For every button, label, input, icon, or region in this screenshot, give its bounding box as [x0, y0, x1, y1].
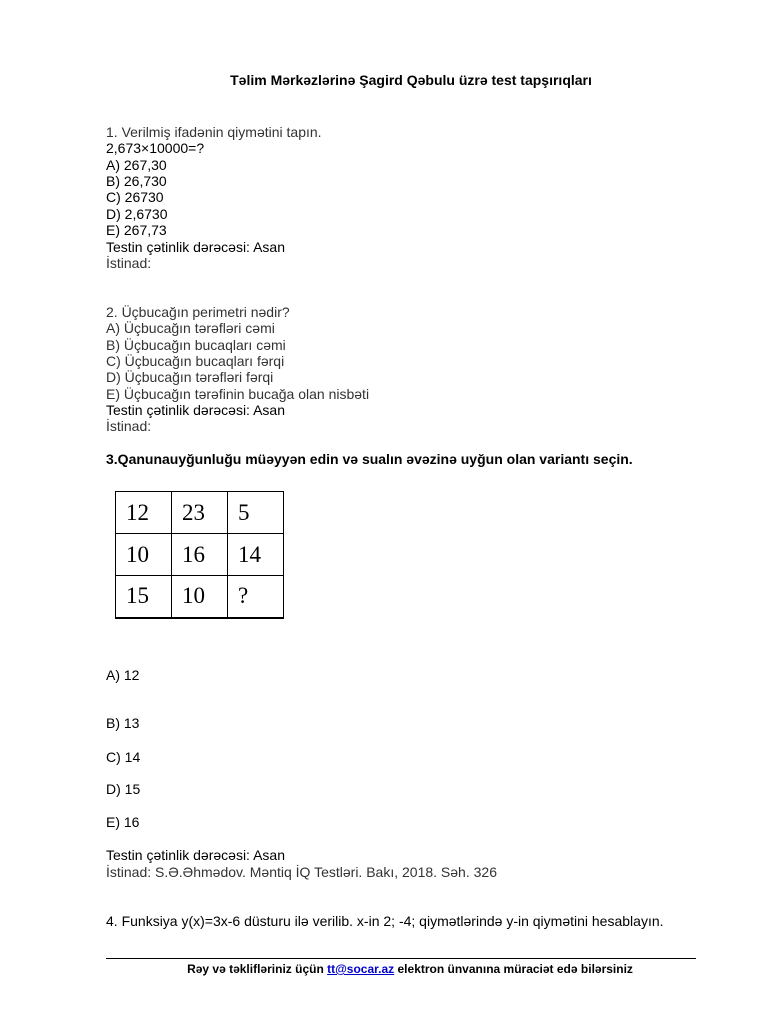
grid-cell: 23 [172, 492, 228, 534]
grid-row [116, 534, 284, 576]
q1-option-c: C) 26730 [106, 189, 164, 205]
q2-source: İstinad: [106, 418, 152, 434]
q2-option-d: D) Üçbucağın tərəfləri fərqi [106, 369, 274, 385]
q1-option-e: E) 267,73 [106, 222, 167, 238]
grid-cell: 12 [116, 492, 172, 534]
q3-option-e: E) 16 [106, 814, 140, 830]
q3-option-b: B) 13 [106, 715, 140, 731]
q3-option-d: D) 15 [106, 781, 141, 797]
q2-difficulty: Testin çətinlik dərəcəsi: Asan [106, 402, 285, 418]
q2-question: 2. Üçbucağın perimetri nədir? [106, 304, 290, 320]
footer-prefix: Rəy və təklifləriniz üçün [187, 962, 328, 976]
q1-option-b: B) 26,730 [106, 173, 167, 189]
grid-cell-unknown: ? [228, 576, 284, 618]
q4-question: 4. Funksiya y(x)=3x-6 düsturu ilə verilib. x-in 2; -4; qiymətlərində y-in qiymətini hesablayın. [106, 913, 664, 929]
grid-row [116, 492, 284, 534]
q2-option-a: A) Üçbucağın tərəfləri cəmi [106, 320, 275, 336]
footer-note [0, 962, 768, 976]
q3-option-c: C) 14 [106, 749, 141, 765]
q2-option-c: C) Üçbucağın bucaqları fərqi [106, 353, 285, 369]
q3-option-a: A) 12 [106, 667, 140, 683]
q1-option-a: A) 267,30 [106, 157, 167, 173]
footer-email-link[interactable]: tt@socar.az [327, 962, 395, 976]
q1-question: 1. Verilmiş ifadənin qiymətini tapın. [106, 124, 322, 140]
q1-source: İstinad: [106, 255, 152, 271]
grid-cell: 10 [172, 576, 228, 618]
page-title: Təlim Mərkəzlərinə Şagird Qəbulu üzrə test tapşırıqları [230, 72, 592, 88]
grid-cell: 16 [172, 534, 228, 576]
number-grid [115, 491, 284, 619]
q2-option-e: E) Üçbucağın tərəfinin bucağa olan nisbəti [106, 386, 370, 402]
q3-question: 3.Qanunauyğunluğu müəyyən edin və sualın əvəzinə uyğun olan variantı seçin. [106, 451, 633, 467]
q3-difficulty: Testin çətinlik dərəcəsi: Asan [106, 847, 285, 863]
grid-cell: 14 [228, 534, 284, 576]
q1-difficulty: Testin çətinlik dərəcəsi: Asan [106, 239, 285, 255]
q3-source: İstinad: S.Ə.Əhmədov. Məntiq İQ Testləri. Bakı, 2018. Səh. 326 [106, 864, 497, 880]
q1-expression: 2,673×10000=? [106, 140, 205, 156]
q1-option-d: D) 2,6730 [106, 206, 168, 222]
grid-cell: 10 [116, 534, 172, 576]
q2-option-b: B) Üçbucağın bucaqları cəmi [106, 337, 286, 353]
footer-divider [106, 958, 696, 959]
grid-cell: 15 [116, 576, 172, 618]
grid-row [116, 576, 284, 618]
grid-cell: 5 [228, 492, 284, 534]
footer-suffix: elektron ünvanına müraciət edə bilərsiniz [394, 962, 633, 976]
